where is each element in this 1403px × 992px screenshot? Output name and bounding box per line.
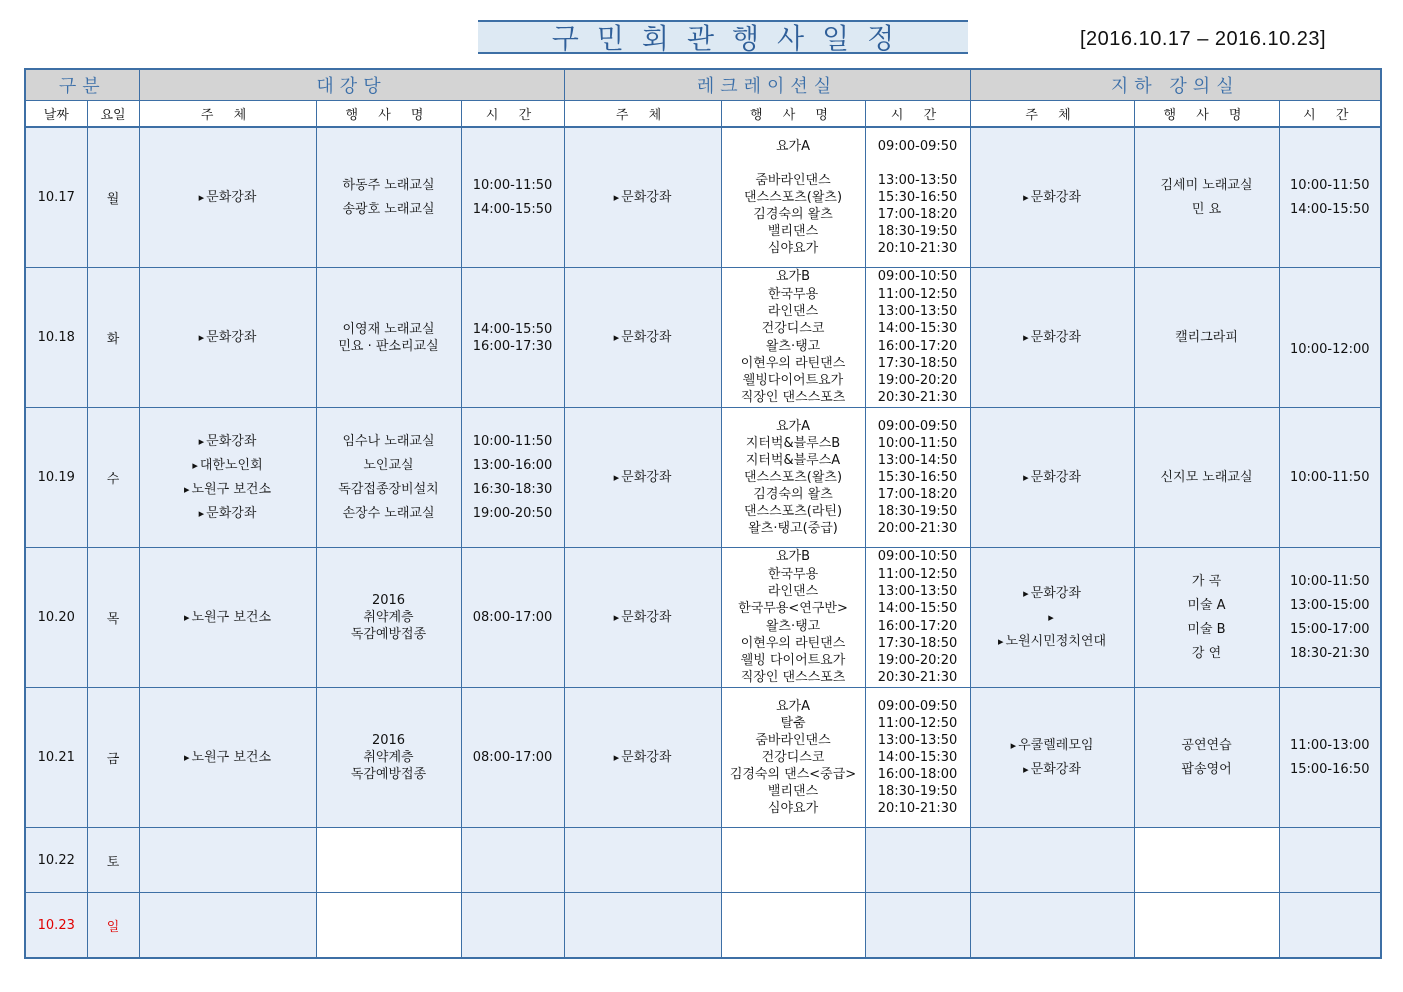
host-item: ▸ 노원시민정치연대 <box>971 630 1134 654</box>
date-cell: 10.23 <box>25 893 87 959</box>
time-item: 10:00-11:50 <box>472 433 553 449</box>
base-time-cell <box>1279 893 1381 959</box>
base-host-header: 주 체 <box>970 101 1134 128</box>
date-cell: 10.19 <box>25 408 87 548</box>
event-item: 민 요 <box>1191 201 1222 217</box>
host-item: ▸ 노원구 보건소 <box>140 746 316 770</box>
base-host-cell <box>970 268 1134 408</box>
weekday-cell: 금 <box>87 688 139 828</box>
aud-host-cell <box>139 127 316 268</box>
event-item: 웰빙 다이어트요가 <box>740 653 846 669</box>
time-item: 17:30-18:50 <box>877 355 958 371</box>
date-column-header: 날짜 <box>25 101 87 128</box>
rec-host-header: 주 체 <box>564 101 721 128</box>
time-item: 11:00-12:50 <box>877 716 958 731</box>
rec-time-cell <box>865 548 970 688</box>
time-item: 15:30-16:50 <box>877 470 958 485</box>
time-item: 10:00-11:50 <box>1289 470 1370 485</box>
time-item: 20:10-21:30 <box>877 241 958 256</box>
event-item: 독감예방접종 <box>350 627 427 642</box>
aud-event-cell <box>316 893 461 959</box>
aud-time-cell <box>461 828 564 893</box>
event-item: 한국무용 <box>767 286 819 302</box>
time-item: 13:00-13:50 <box>877 733 958 748</box>
event-item: 미술 B <box>1187 621 1226 637</box>
rec-event-header: 행 사 명 <box>721 101 865 128</box>
event-item: 웰빙다이어트요가 <box>742 373 844 389</box>
time-item: 15:00-17:00 <box>1289 621 1370 637</box>
aud-event-header: 행 사 명 <box>316 101 461 128</box>
rec-event-cell <box>721 893 865 959</box>
date-cell: 10.20 <box>25 548 87 688</box>
time-item: 16:00-17:20 <box>877 338 958 354</box>
time-item: 09:00-09:50 <box>877 139 958 154</box>
aud-time-cell <box>461 548 564 688</box>
event-item: 이현우의 라틴댄스 <box>740 635 846 651</box>
base-host-cell <box>970 127 1134 268</box>
rec-event-cell <box>721 548 865 688</box>
time-item: 18:30-19:50 <box>877 504 958 519</box>
event-item: 지터벅&블루스B <box>745 436 841 451</box>
date-cell: 10.21 <box>25 688 87 828</box>
time-item: 11:00-12:50 <box>877 286 958 302</box>
host-item: ▸ 문화강좌 <box>140 430 316 454</box>
rec-time-cell <box>865 408 970 548</box>
base-event-cell <box>1134 828 1279 893</box>
weekday-cell: 수 <box>87 408 139 548</box>
event-item: 2016 <box>371 733 406 748</box>
event-item: 밸리댄스 <box>767 784 819 799</box>
base-event-cell <box>1134 893 1279 959</box>
base-time-cell <box>1279 548 1381 688</box>
event-item: 심야요가 <box>767 801 819 816</box>
base-host-cell <box>970 548 1134 688</box>
weekday-cell: 월 <box>87 127 139 268</box>
event-item: 김경숙의 댄스<중급> <box>729 767 857 782</box>
event-item: 민요 · 판소리교실 <box>338 338 439 354</box>
rec-host-cell <box>564 268 721 408</box>
rec-time-header: 시 간 <box>865 101 970 128</box>
rec-event-cell <box>721 828 865 893</box>
aud-time-cell <box>461 127 564 268</box>
host-item: ▸ 대한노인회 <box>140 454 316 478</box>
event-item: 요가A <box>776 699 811 714</box>
time-item: 10:00-11:50 <box>877 436 958 451</box>
event-item: 건강디스코 <box>761 321 825 337</box>
event-item: 직장인 댄스스포츠 <box>740 670 846 686</box>
rec-event-cell <box>721 127 865 268</box>
time-item: 14:00-15:30 <box>877 750 958 765</box>
time-item: 10:00-12:00 <box>1289 342 1370 357</box>
event-item: 요가A <box>776 139 811 154</box>
event-item: 왈츠·탱고(중급) <box>748 521 838 536</box>
event-item: 독감접종장비설치 <box>338 481 439 497</box>
aud-host-cell <box>139 688 316 828</box>
date-cell: 10.18 <box>25 268 87 408</box>
table-row <box>25 127 1381 268</box>
event-item: 댄스스포츠(왈츠) <box>743 190 843 205</box>
host-item: ▸ 문화강좌 <box>971 326 1134 350</box>
base-host-cell <box>970 688 1134 828</box>
host-item: ▸ 문화강좌 <box>565 186 721 210</box>
event-item: 라인댄스 <box>767 583 819 599</box>
time-item: 17:30-18:50 <box>877 635 958 651</box>
event-item: 강 연 <box>1191 645 1222 661</box>
time-item: 13:00-13:50 <box>877 583 958 599</box>
time-item: 15:00-16:50 <box>1289 761 1370 777</box>
rec-event-cell <box>721 688 865 828</box>
aud-time-cell <box>461 688 564 828</box>
host-item: ▸ 문화강좌 <box>565 606 721 630</box>
table-row <box>25 548 1381 688</box>
schedule-table <box>24 68 1382 959</box>
rec-host-cell <box>564 893 721 959</box>
event-item: 왈츠·탱고 <box>765 338 821 354</box>
event-item: 심야요가 <box>767 241 819 256</box>
rec-time-cell <box>865 893 970 959</box>
event-item: 미술 A <box>1187 597 1226 613</box>
aud-event-cell <box>316 127 461 268</box>
page-title: 구민회관행사일정 <box>551 22 913 55</box>
time-item: 16:00-17:20 <box>877 618 958 634</box>
time-item: 09:00-10:50 <box>877 549 958 565</box>
time-item: 14:00-15:50 <box>472 321 553 337</box>
rec-event-cell <box>721 408 865 548</box>
time-item: 10:00-11:50 <box>472 177 553 193</box>
time-item: 14:00-15:50 <box>877 601 958 617</box>
base-host-cell <box>970 828 1134 893</box>
base-event-cell <box>1134 688 1279 828</box>
time-item: 11:00-12:50 <box>877 566 958 582</box>
host-item: ▸ 노원구 보건소 <box>140 606 316 630</box>
aud-event-cell <box>316 548 461 688</box>
time-item: 10:00-11:50 <box>1289 573 1370 589</box>
table-row <box>25 828 1381 893</box>
aud-event-cell <box>316 408 461 548</box>
aud-host-cell <box>139 408 316 548</box>
column-header-row <box>25 101 1381 128</box>
rec-host-cell <box>564 127 721 268</box>
time-item: 16:00-18:00 <box>877 767 958 782</box>
time-item: 13:00-13:50 <box>877 173 958 188</box>
base-event-header: 행 사 명 <box>1134 101 1279 128</box>
event-item: 노인교실 <box>363 457 414 473</box>
rec-time-cell <box>865 127 970 268</box>
event-item: 이영재 노래교실 <box>342 321 435 337</box>
time-item: 19:00-20:50 <box>472 505 553 521</box>
rec-event-cell <box>721 268 865 408</box>
base-event-cell <box>1134 408 1279 548</box>
base-time-cell <box>1279 828 1381 893</box>
aud-host-cell <box>139 268 316 408</box>
aud-time-cell <box>461 268 564 408</box>
event-item: 요가B <box>775 269 811 285</box>
time-item: 08:00-17:00 <box>472 610 553 625</box>
host-item: ▸ 문화강좌 <box>971 186 1134 210</box>
time-item: 18:30-19:50 <box>877 224 958 239</box>
event-item: 댄스스포츠(라틴) <box>743 504 843 519</box>
weekday-cell: 목 <box>87 548 139 688</box>
event-item: 신지모 노래교실 <box>1160 470 1253 485</box>
aud-host-cell <box>139 828 316 893</box>
base-host-cell <box>970 408 1134 548</box>
table-row <box>25 893 1381 959</box>
time-item: 09:00-10:50 <box>877 269 958 285</box>
table-row <box>25 268 1381 408</box>
aud-time-cell <box>461 893 564 959</box>
time-item: 14:00-15:50 <box>472 201 553 217</box>
base-time-cell <box>1279 408 1381 548</box>
time-item: 08:00-17:00 <box>472 750 553 765</box>
base-event-cell <box>1134 268 1279 408</box>
event-item: 한국무용<연구반> <box>738 601 848 617</box>
date-cell: 10.22 <box>25 828 87 893</box>
event-item: 줌바라인댄스 <box>755 173 831 188</box>
time-item: 16:00-17:30 <box>472 338 553 354</box>
time-item: 20:00-21:30 <box>877 521 958 536</box>
time-item: 20:30-21:30 <box>877 670 958 686</box>
base-event-cell <box>1134 548 1279 688</box>
event-item: 밸리댄스 <box>767 224 819 239</box>
weekday-cell: 화 <box>87 268 139 408</box>
recreation-header: 레크레이션실 <box>564 69 970 101</box>
time-item: 11:00-13:00 <box>1289 737 1370 753</box>
event-item: 캘리그라피 <box>1175 330 1238 345</box>
event-item: 요가B <box>775 549 811 565</box>
event-item: 댄스스포츠(왈츠) <box>743 470 843 485</box>
host-item: ▸ 문화강좌 <box>565 746 721 770</box>
base-time-cell <box>1279 127 1381 268</box>
auditorium-header: 대강당 <box>139 69 564 101</box>
event-item: 독감예방접종 <box>350 767 427 782</box>
rec-host-cell <box>564 828 721 893</box>
event-item: 요가A <box>776 419 811 434</box>
time-item: 18:30-21:30 <box>1289 645 1370 661</box>
event-item: 왈츠·탱고 <box>765 618 821 634</box>
time-item: 09:00-09:50 <box>877 419 958 434</box>
event-item: 가 곡 <box>1191 573 1222 589</box>
event-item: 2016 <box>371 593 406 608</box>
event-item: 한국무용 <box>767 566 819 582</box>
event-item: 취약계층 <box>363 610 414 625</box>
rec-host-cell <box>564 408 721 548</box>
event-item: 공연연습 <box>1181 737 1232 753</box>
aud-event-cell <box>316 268 461 408</box>
aud-time-header: 시 간 <box>461 101 564 128</box>
table-row <box>25 408 1381 548</box>
time-item: 13:00-14:50 <box>877 453 958 468</box>
time-item: 17:00-18:20 <box>877 207 958 222</box>
time-item: 10:00-11:50 <box>1289 177 1370 193</box>
time-item: 09:00-09:50 <box>877 699 958 714</box>
host-item: ▸ 문화강좌 <box>140 502 316 526</box>
event-item: 김세미 노래교실 <box>1160 177 1253 193</box>
event-item: 김경숙의 왈츠 <box>753 487 833 502</box>
aud-host-cell <box>139 548 316 688</box>
event-item: 라인댄스 <box>767 303 819 319</box>
event-item: 이현우의 라틴댄스 <box>740 355 846 371</box>
base-host-cell <box>970 893 1134 959</box>
rec-host-cell <box>564 548 721 688</box>
event-item: 건강디스코 <box>761 750 825 765</box>
host-item: ▸ 문화강좌 <box>140 326 316 350</box>
time-item: 13:00-13:50 <box>877 303 958 319</box>
time-item: 17:00-18:20 <box>877 487 958 502</box>
rec-time-cell <box>865 268 970 408</box>
weekday-cell: 일 <box>87 893 139 959</box>
host-item: ▸ 문화강좌 <box>565 466 721 490</box>
time-item: 19:00-20:20 <box>877 653 958 669</box>
time-item: 19:00-20:20 <box>877 373 958 389</box>
time-item: 14:00-15:50 <box>1289 201 1370 217</box>
date-range: [2016.10.17 – 2016.10.23] <box>1080 28 1327 50</box>
time-item: 20:30-21:30 <box>877 390 958 406</box>
host-item: ▸ 우쿨렐레모임 <box>971 734 1134 758</box>
time-item: 15:30-16:50 <box>877 190 958 205</box>
basement-header: 지하 강의실 <box>970 69 1381 101</box>
rec-host-cell <box>564 688 721 828</box>
event-item: 김경숙의 왈츠 <box>753 207 833 222</box>
time-item: 13:00-15:00 <box>1289 597 1370 613</box>
rec-time-cell <box>865 828 970 893</box>
event-item: 임수나 노래교실 <box>342 433 435 449</box>
aud-event-cell <box>316 828 461 893</box>
host-item: ▸ 문화강좌 <box>971 758 1134 782</box>
category-header: 구분 <box>25 69 139 101</box>
base-time-cell <box>1279 688 1381 828</box>
aud-time-cell <box>461 408 564 548</box>
time-item: 16:30-18:30 <box>472 481 553 497</box>
time-item: 13:00-16:00 <box>472 457 553 473</box>
base-time-header: 시 간 <box>1279 101 1381 128</box>
event-item: 팝송영어 <box>1181 761 1232 777</box>
event-item: 줌바라인댄스 <box>755 733 831 748</box>
host-item: ▸ 노원구 보건소 <box>140 478 316 502</box>
aud-host-header: 주 체 <box>139 101 316 128</box>
base-event-cell <box>1134 127 1279 268</box>
time-item: 18:30-19:50 <box>877 784 958 799</box>
host-item: ▸ 문화강좌 <box>565 326 721 350</box>
table-row <box>25 688 1381 828</box>
weekday-cell: 토 <box>87 828 139 893</box>
aud-event-cell <box>316 688 461 828</box>
event-item: 지터벅&블루스A <box>745 453 841 468</box>
section-header-row <box>25 69 1381 101</box>
event-item: 손장수 노래교실 <box>342 505 435 521</box>
weekday-column-header: 요일 <box>87 101 139 128</box>
event-item: 송광호 노래교실 <box>342 201 435 217</box>
host-item: ▸ 문화강좌 <box>971 582 1134 606</box>
date-cell: 10.17 <box>25 127 87 268</box>
time-item: 14:00-15:30 <box>877 321 958 337</box>
base-time-cell <box>1279 268 1381 408</box>
page-title-box <box>478 20 968 54</box>
host-item: ▸ 문화강좌 <box>971 466 1134 490</box>
aud-host-cell <box>139 893 316 959</box>
event-item: 취약계층 <box>363 750 414 765</box>
event-item: 직장인 댄스스포츠 <box>740 390 846 406</box>
host-item: ▸ 문화강좌 <box>140 186 316 210</box>
event-item: 탈춤 <box>780 716 806 731</box>
time-item: 20:10-21:30 <box>877 801 958 816</box>
rec-time-cell <box>865 688 970 828</box>
event-item: 하동주 노래교실 <box>342 177 435 193</box>
